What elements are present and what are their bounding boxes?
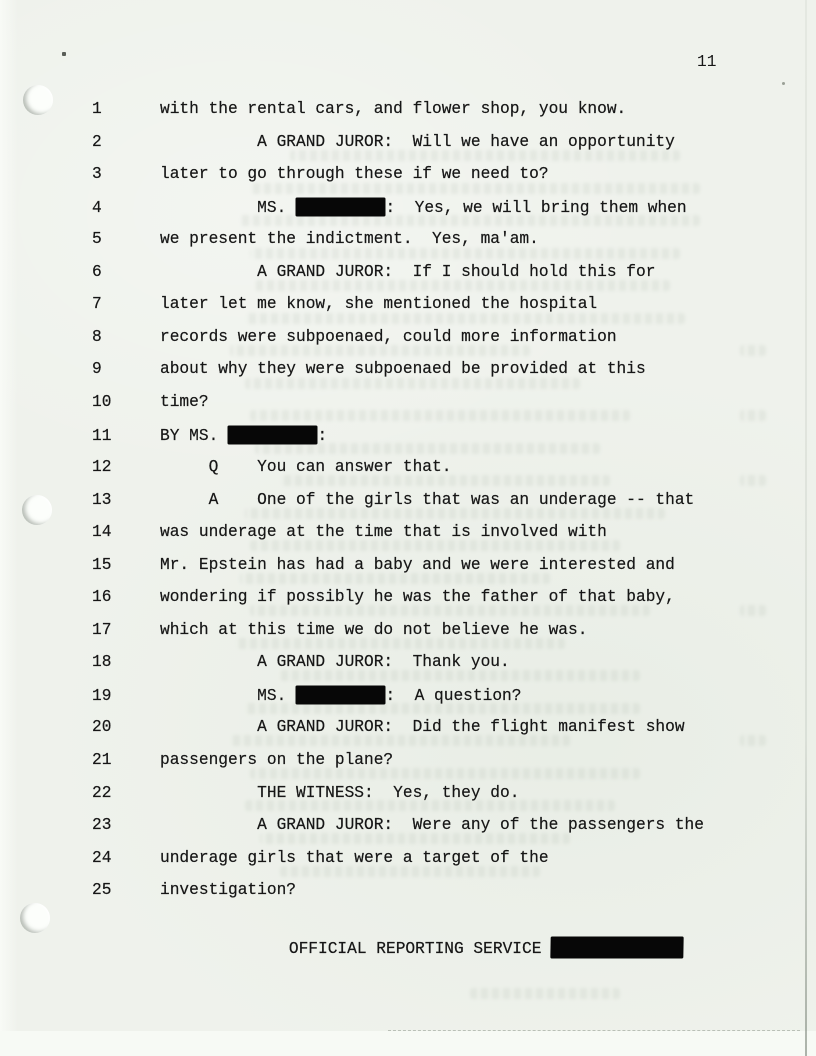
line-number: 8 [92, 327, 102, 346]
transcript-line [92, 458, 451, 482]
punch-hole [22, 495, 52, 525]
line-number: 18 [92, 653, 112, 672]
bleedthrough-line [740, 410, 766, 421]
line-text: BY MS. : [160, 426, 328, 445]
line-number: 21 [92, 751, 112, 769]
scan-left-margin [0, 0, 18, 1056]
transcript-line [92, 621, 587, 645]
redaction-bar [296, 198, 385, 216]
transcript-line [92, 653, 510, 677]
line-text: A GRAND JUROR: If I should hold this for [160, 262, 656, 281]
transcript-line [92, 784, 519, 808]
transcript-line [92, 816, 704, 840]
line-number: 20 [92, 718, 112, 737]
transcript-line [92, 849, 549, 873]
line-number: 3 [92, 165, 102, 184]
transcript-line [92, 523, 607, 547]
footer-text: OFFICIAL REPORTING SERVICE [288, 940, 552, 959]
line-number: 2 [92, 132, 102, 151]
line-number: 24 [92, 848, 112, 867]
page-bottom-edge [388, 1030, 800, 1031]
line-number: 23 [92, 816, 112, 835]
transcript-line [92, 230, 539, 254]
line-text: with the rental cars, and flower shop, you know. [160, 100, 627, 118]
transcript-line [92, 491, 694, 515]
line-text: records were subpoenaed, could more information [160, 327, 617, 346]
line-text: was underage at the time that is involved with [160, 523, 607, 542]
transcript-line [92, 360, 646, 384]
line-text: later to go through these if we need to? [160, 165, 549, 184]
line-text: time? [160, 392, 209, 411]
punch-hole [23, 85, 53, 115]
scan-bottom-margin [0, 1031, 816, 1056]
line-text: A GRAND JUROR: Did the flight manifest show [160, 718, 685, 737]
line-number: 7 [92, 295, 102, 314]
line-number: 22 [92, 783, 112, 802]
transcript-line [92, 165, 549, 189]
line-text: THE WITNESS: Yes, they do. [160, 783, 520, 802]
line-number: 9 [92, 360, 102, 379]
line-text: passengers on the plane? [160, 751, 394, 769]
line-text: investigation? [160, 881, 296, 900]
transcript-line [92, 393, 209, 417]
bleedthrough-line [250, 410, 630, 421]
line-text: we present the indictment. Yes, ma'am. [160, 230, 539, 249]
redaction-bar [228, 426, 317, 444]
line-text: MS. : Yes, we will bring them when [160, 198, 687, 217]
transcript-line [92, 426, 327, 450]
page-number: 11 [697, 53, 717, 71]
transcript-line [92, 133, 675, 157]
line-text: Mr. Epstein has had a baby and we were interested and [160, 555, 675, 574]
line-number: 13 [92, 490, 112, 509]
scan-speck [782, 82, 785, 85]
transcript-line [92, 718, 685, 742]
line-number: 6 [92, 262, 102, 281]
bleedthrough-line [740, 605, 766, 616]
transcript-line [92, 588, 675, 612]
page-right-edge [805, 0, 807, 1056]
line-number: 12 [92, 458, 112, 477]
footer-redaction-bar [551, 937, 684, 958]
transcript-line [92, 295, 597, 319]
line-number: 5 [92, 230, 102, 249]
line-number: 15 [92, 555, 112, 574]
transcript-line [92, 100, 626, 124]
transcript-line [92, 263, 655, 287]
line-number: 17 [92, 620, 112, 639]
line-number: 4 [92, 198, 102, 217]
line-text: about why they were subpoenaed be provided at this [160, 360, 646, 379]
bleedthrough-line [740, 475, 766, 486]
transcript-line [92, 328, 617, 352]
transcript-line [92, 751, 393, 775]
line-text: A GRAND JUROR: Were any of the passengers the [160, 816, 704, 835]
transcript-line [92, 881, 296, 905]
line-number: 1 [92, 100, 102, 118]
line-text: A GRAND JUROR: Thank you. [160, 653, 510, 672]
line-number: 16 [92, 588, 112, 607]
line-number: 11 [92, 426, 112, 445]
line-text: underage girls that were a target of the [160, 848, 549, 867]
bleedthrough-line [740, 735, 766, 746]
transcript-line [92, 686, 521, 710]
bleedthrough-line [740, 345, 766, 356]
transcript-line [92, 556, 675, 580]
line-number: 10 [92, 392, 112, 411]
line-text: MS. : A question? [160, 686, 522, 705]
line-text: A GRAND JUROR: Will we have an opportunity [160, 132, 675, 151]
line-text: later let me know, she mentioned the hospital [160, 295, 598, 314]
line-text: A One of the girls that was an underage -- that [160, 490, 695, 509]
line-text: Q You can answer that. [160, 458, 452, 477]
transcript-line [92, 198, 687, 222]
scan-speck [62, 52, 66, 56]
redaction-bar [296, 686, 385, 704]
bleedthrough-line [470, 988, 620, 999]
line-number: 25 [92, 881, 112, 900]
line-text: wondering if possibly he was the father of that baby, [160, 588, 675, 607]
punch-hole [20, 903, 50, 933]
footer [250, 918, 684, 979]
line-number: 19 [92, 686, 112, 705]
line-text: which at this time we do not believe he was. [160, 620, 588, 639]
line-number: 14 [92, 523, 112, 542]
